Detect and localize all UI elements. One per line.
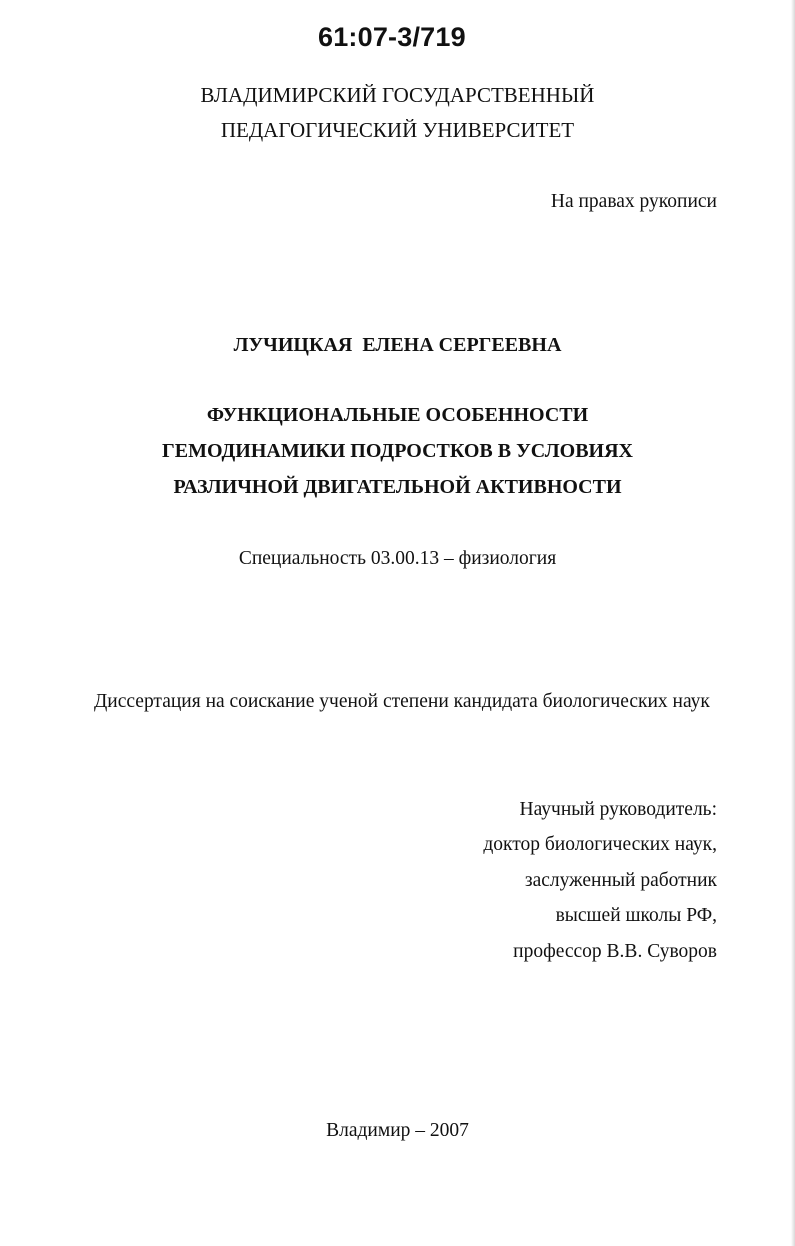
supervisor-degree: доктор биологических наук, (483, 834, 717, 855)
supervisor-honor-2: высшей школы РФ, (555, 905, 717, 926)
supervisor-heading: Научный руководитель: (519, 799, 717, 820)
dissertation-title-line-3: РАЗЛИЧНОЙ ДВИГАТЕЛЬНОЙ АКТИВНОСТИ (173, 476, 622, 498)
specialty: Специальность 03.00.13 – физиология (238, 548, 557, 569)
place-and-year: Владимир – 2007 (326, 1120, 469, 1141)
dissertation-title-line-1: ФУНКЦИОНАЛЬНЫЕ ОСОБЕННОСТИ (206, 404, 589, 426)
catalog-number: 61:07-3/719 (318, 22, 466, 52)
supervisor-name: профессор В.В. Суворов (513, 941, 717, 962)
dissertation-type: Диссертация на соискание ученой степени кандидата биологических наук (94, 691, 710, 712)
author-name: ЛУЧИЦКАЯ ЕЛЕНА СЕРГЕЕВНА (233, 334, 562, 356)
manuscript-note: На правах рукописи (550, 191, 717, 212)
supervisor-honor-1: заслуженный работник (524, 870, 717, 891)
dissertation-title-line-2: ГЕМОДИНАМИКИ ПОДРОСТКОВ В УСЛОВИЯХ (162, 440, 633, 462)
institution-line-2: ПЕДАГОГИЧЕСКИЙ УНИВЕРСИТЕТ (220, 118, 575, 142)
institution-line-1: ВЛАДИМИРСКИЙ ГОСУДАРСТВЕННЫЙ (200, 83, 595, 107)
scan-edge-shadow (791, 0, 795, 1246)
